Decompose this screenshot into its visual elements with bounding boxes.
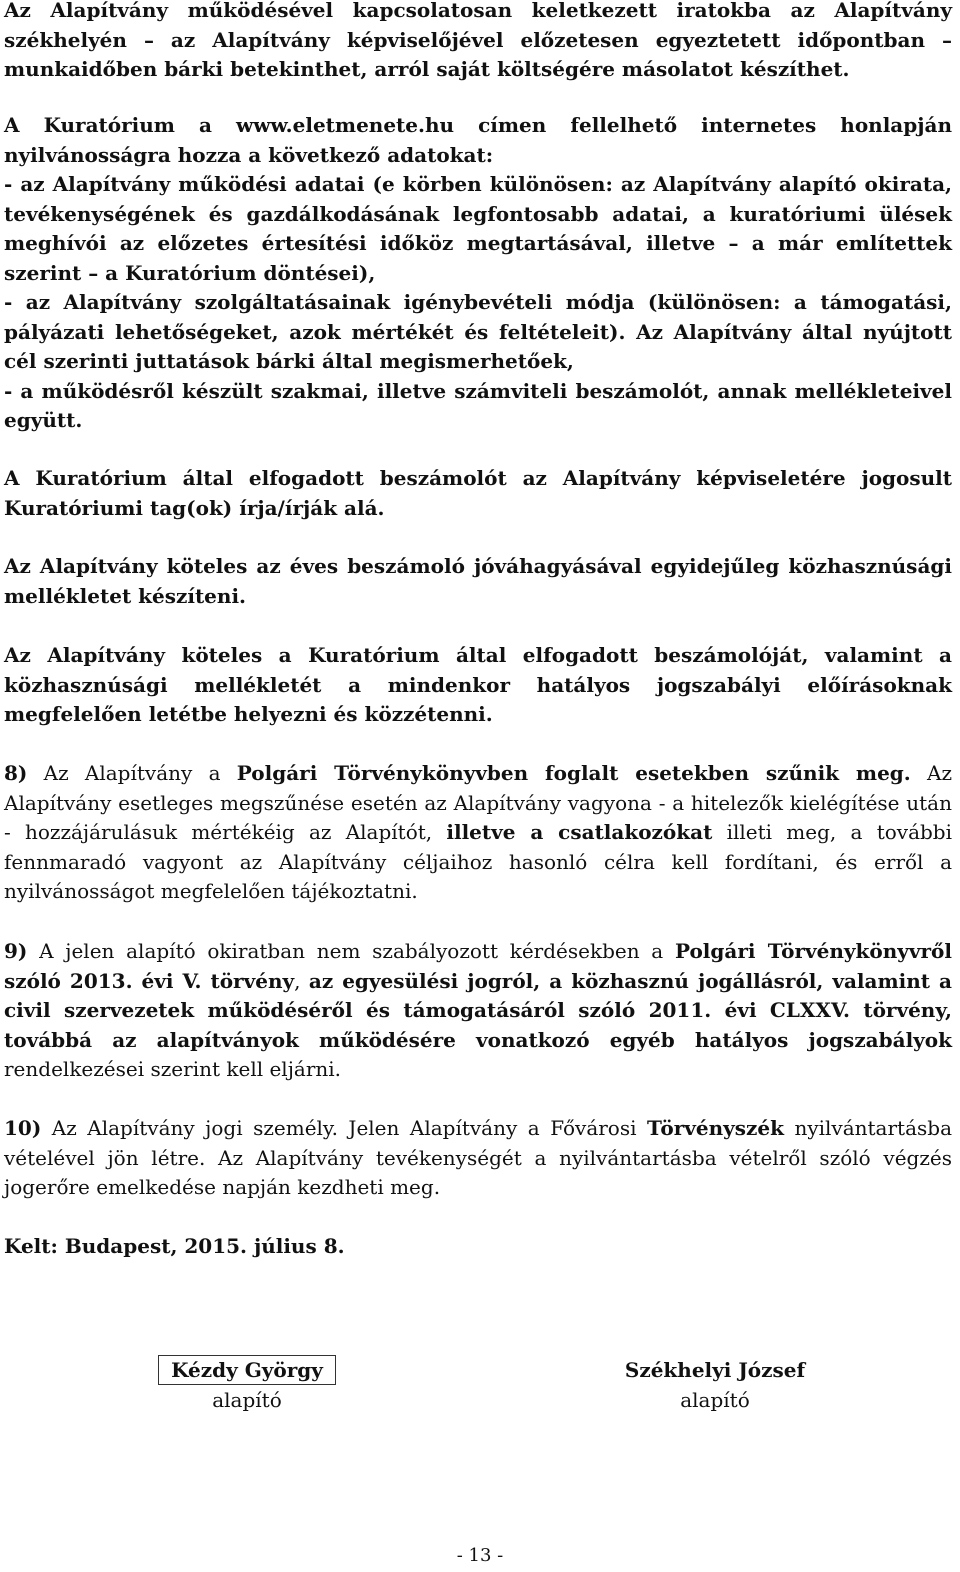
paragraph-report-signing: A Kuratórium által elfogadott beszámolót az Alapítvány képviseletére jogosult Kuratóriumi tag(ok) írja/írják alá.: [4, 466, 952, 520]
date-line: Kelt: Budapest, 2015. július 8.: [4, 1234, 345, 1258]
section-8-dissolution: 8) Az Alapítvány a Polgári Törvénykönyvben foglalt esetekben szűnik meg. Az Alapítvány esetleges megszűnése esetén az Alapítvány vagyona - a hitelezők kielégítése után - hozzájárulásuk mértékéig az Alapítót, illetve a csatlakozókat illeti meg, a további fennmaradó vagyont az Alapítvány céljaihoz hasonló célra kell fordítani, és erről a nyilvánosságot megfelelően tájékoztatni.: [4, 761, 952, 903]
signature-block-1: [152, 1355, 342, 1415]
paragraph-public-benefit-annex: Az Alapítvány köteles az éves beszámoló jóváhagyásával egyidejűleg közhasznúsági mellékletet készíteni.: [4, 554, 952, 608]
page-number: - 13 -: [456, 1545, 504, 1566]
website-intro: A Kuratórium a www.eletmenete.hu címen fellelhető internetes honlapján nyilvánosságra hozza a következő adatokat:: [4, 113, 952, 167]
signature-block-2: [610, 1355, 820, 1415]
section-number: 10): [4, 1116, 42, 1140]
section-number: 8): [4, 761, 28, 785]
paragraph-deposit-publish: Az Alapítvány köteles a Kuratórium által elfogadott beszámolóját, valamint a közhasznúsági mellékletét a mindenkor hatályos jogszabályi előírásoknak megfelelően letétbe helyezni és közzétenni.: [4, 643, 952, 726]
section-9-governing-law: 9) A jelen alapító okiratban nem szabályozott kérdésekben a Polgári Törvénykönyvről szóló 2013. évi V. törvény, az egyesülési jogról, a közhasznú jogállásról, valamint a civil szervezetek működéséről és támogatásáról szóló 2011. évi CLXXV. törvény, továbbá az alapítványok működésére vonatkozó egyéb hatályos jogszabályok rendelkezései szerint kell eljárni.: [4, 939, 952, 1081]
paragraph-website-publication: [4, 111, 952, 436]
list-item-services: - az Alapítvány szolgáltatásainak igénybevételi módja (különösen: a támogatási, pályázati lehetőségeket, azok mértékét és feltételeit). Az Alapítvány által nyújtott cél szerinti juttatások bárki által megismerhetőek,: [4, 290, 952, 373]
section-10-legal-entity: 10) Az Alapítvány jogi személy. Jelen Alapítvány a Fővárosi Törvényszék nyilvántartásba vételével jön létre. Az Alapítvány tevékenységét a nyilvántartásba vételről szóló végzés jogerőre emelkedése napján kezdheti meg.: [4, 1116, 952, 1199]
signatory-role: alapító: [212, 1388, 282, 1412]
signatory-name: Székhelyi József: [624, 1358, 806, 1382]
signatory-name: Kézdy György: [158, 1355, 336, 1385]
list-item-reports: - a működésről készült szakmai, illetve számviteli beszámolót, annak mellékleteivel együtt.: [4, 378, 952, 432]
section-number: 9): [4, 939, 28, 963]
paragraph-inspection-rights: Az Alapítvány működésével kapcsolatosan keletkezett iratokba az Alapítvány székhelyén – az Alapítvány képviselőjével előzetesen egyeztetett időpontban – munkaidőben bárki betekinthet, arról saját költségére másolatot készíthet.: [4, 0, 952, 81]
list-item-operating-data: - az Alapítvány működési adatai (e körben különösen: az Alapítvány alapító okirata, tevékenységének és gazdálkodásának legfontosabb adatai, a kuratóriumi ülések meghívói az előzetes értesítési időköz megtartásával, illetve – a már említettek szerint – a Kuratórium döntései),: [4, 172, 952, 285]
signatory-role: alapító: [680, 1388, 750, 1412]
